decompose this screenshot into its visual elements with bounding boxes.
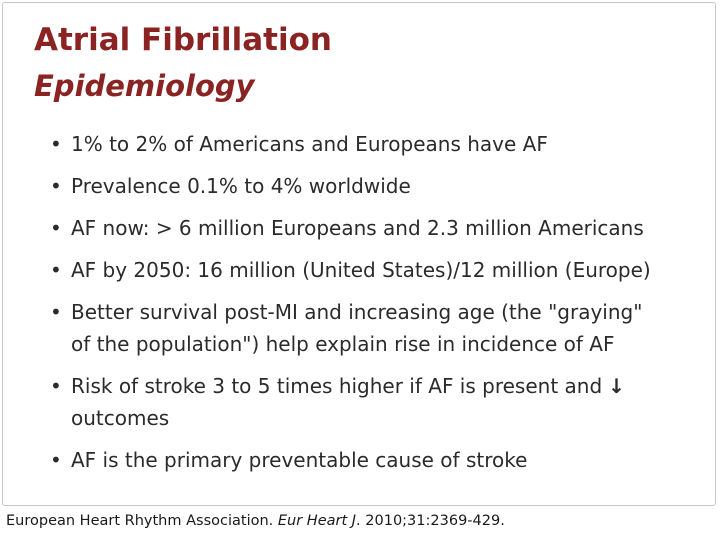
bullet-text-line-2: of the population") help explain rise in incidence of AF (71, 332, 615, 356)
slide-title: Atrial Fibrillation (34, 22, 332, 58)
bullet-item (50, 370, 700, 434)
bullet-marker: • (50, 258, 62, 282)
bullet-item (50, 212, 700, 244)
citation-journal: Eur Heart J (277, 513, 357, 529)
bullet-marker: • (50, 374, 62, 398)
bullet-list (50, 128, 700, 486)
bullet-text: AF now: > 6 million Europeans and 2.3 million Americans (71, 216, 644, 240)
bullet-marker: • (50, 448, 62, 472)
bullet-item (50, 444, 700, 476)
bullet-item (50, 296, 700, 360)
bullet-text: Prevalence 0.1% to 4% worldwide (71, 174, 411, 198)
bullet-text: AF is the primary preventable cause of stroke (71, 448, 528, 472)
down-arrow-icon: ↓ (608, 374, 625, 398)
bullet-text-line-1: Risk of stroke 3 to 5 times higher if AF is present and (71, 374, 603, 398)
bullet-text: AF by 2050: 16 million (United States)/12 million (Europe) (71, 258, 651, 282)
citation-source: European Heart Rhythm Association. (6, 513, 278, 529)
bullet-marker: • (50, 174, 62, 198)
bullet-marker: • (50, 216, 62, 240)
bullet-item (50, 170, 700, 202)
citation-details: . 2010;31:2369-429. (356, 513, 505, 529)
bullet-item (50, 128, 700, 160)
reference-citation (6, 510, 505, 532)
bullet-marker: • (50, 132, 62, 156)
slide-subtitle: Epidemiology (34, 69, 255, 103)
bullet-text-line-1: Better survival post-MI and increasing age (the "graying" (71, 300, 643, 324)
bullet-text: 1% to 2% of Americans and Europeans have AF (71, 132, 548, 156)
bullet-marker: • (50, 300, 62, 324)
bullet-item (50, 254, 700, 286)
bullet-text-line-2: outcomes (71, 406, 170, 430)
